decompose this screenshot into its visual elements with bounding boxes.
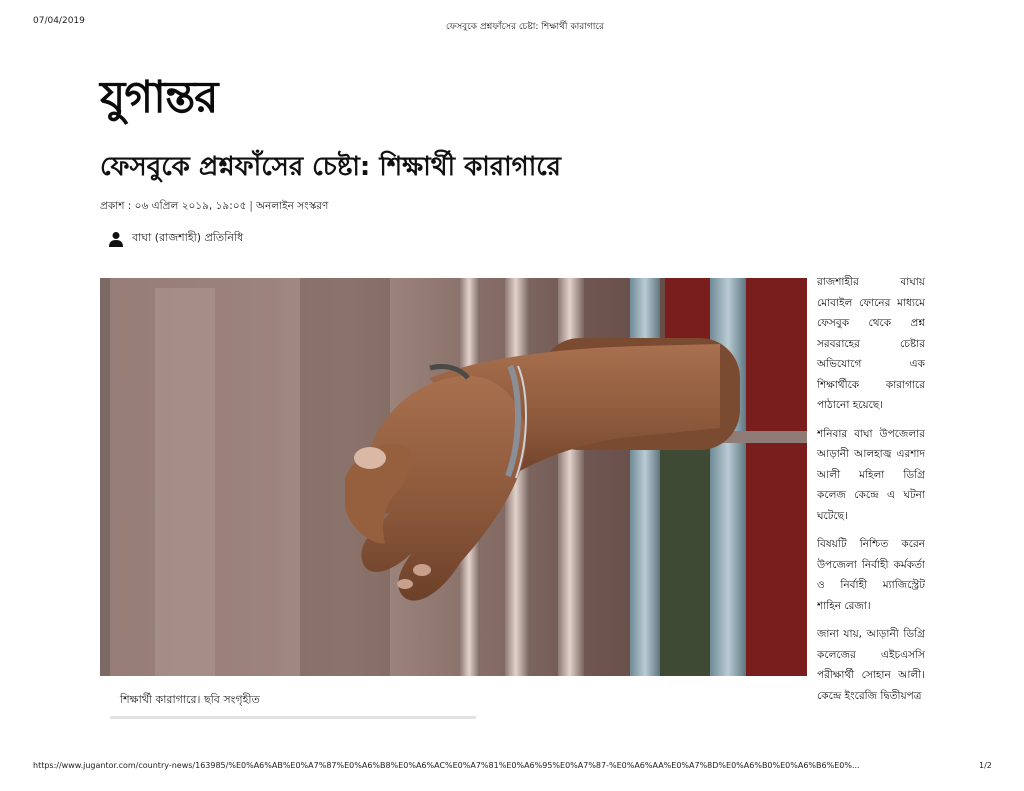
person-icon xyxy=(108,231,124,247)
article-paragraph: রাজশাহীর বাঘায় মোবাইল ফোনের মাধ্যমে ফেসবুক থেকে প্রশ্ন সরবরাহের চেষ্টার অভিযোগে এক শিক্ষার্থীকে কারাগারে পাঠানো হয়েছে। xyxy=(817,276,925,411)
article-paragraph: শনিবার বাঘা উপজেলার আড়ানী আলহাজ্ব এরশাদ আলী মহিলা ডিগ্রি কলেজ কেন্দ্রে এ ঘটনা ঘটেছে। xyxy=(817,427,925,522)
publish-date: প্রকাশ : ০৬ এপ্রিল ২০১৯, ১৯:০৫ xyxy=(100,200,247,212)
article-headline: ফেসবুকে প্রশ্নফাঁসের চেষ্টা: শিক্ষার্থী কারাগারে xyxy=(100,152,561,182)
author-name: বাঘা (রাজশাহী) প্রতিনিধি xyxy=(132,231,244,244)
edition-label: অনলাইন সংস্করণ xyxy=(255,200,329,212)
print-footer-url: https://www.jugantor.com/country-news/163985/%E0%A6%AB%E0%A7%87%E0%A6%B8%E0%A6%AC%E0%A7%81%E0%A6%95%E0%A7%87-%E0%A6%AA%E0%A7%8D%E0%A6%B0%E0%A6%B6%E0%... xyxy=(33,761,860,770)
print-page-title: ফেসবুকে প্রশ্নফাঁসের চেষ্টা: শিক্ষার্থী কারাগারে xyxy=(446,22,604,32)
article-meta xyxy=(100,199,328,216)
article-photo xyxy=(100,278,807,676)
article-paragraph: জানা যায়, আড়ানী ডিগ্রি কলেজের এইচএসসি পরীক্ষার্থী সোহান আলী। কেন্দ্রে ইংরেজি দ্বিতীয়পত্র xyxy=(817,628,925,702)
author-byline xyxy=(108,229,243,248)
site-logo[interactable]: যুগান্তর xyxy=(100,72,218,123)
print-page-number: 1/2 xyxy=(979,761,992,770)
article-paragraph: বিষয়টি নিশ্চিত করেন উপজেলা নির্বাহী কর্মকর্তা ও নির্বাহী ম্যাজিস্ট্রেট শাহিন রেজা। xyxy=(817,538,925,612)
article-body xyxy=(817,272,925,732)
meta-separator: | xyxy=(249,200,253,212)
print-date: 07/04/2019 xyxy=(33,16,85,26)
photo-caption: শিক্ষার্থী কারাগারে। ছবি সংগৃহীত xyxy=(120,693,260,706)
caption-divider xyxy=(110,716,476,719)
